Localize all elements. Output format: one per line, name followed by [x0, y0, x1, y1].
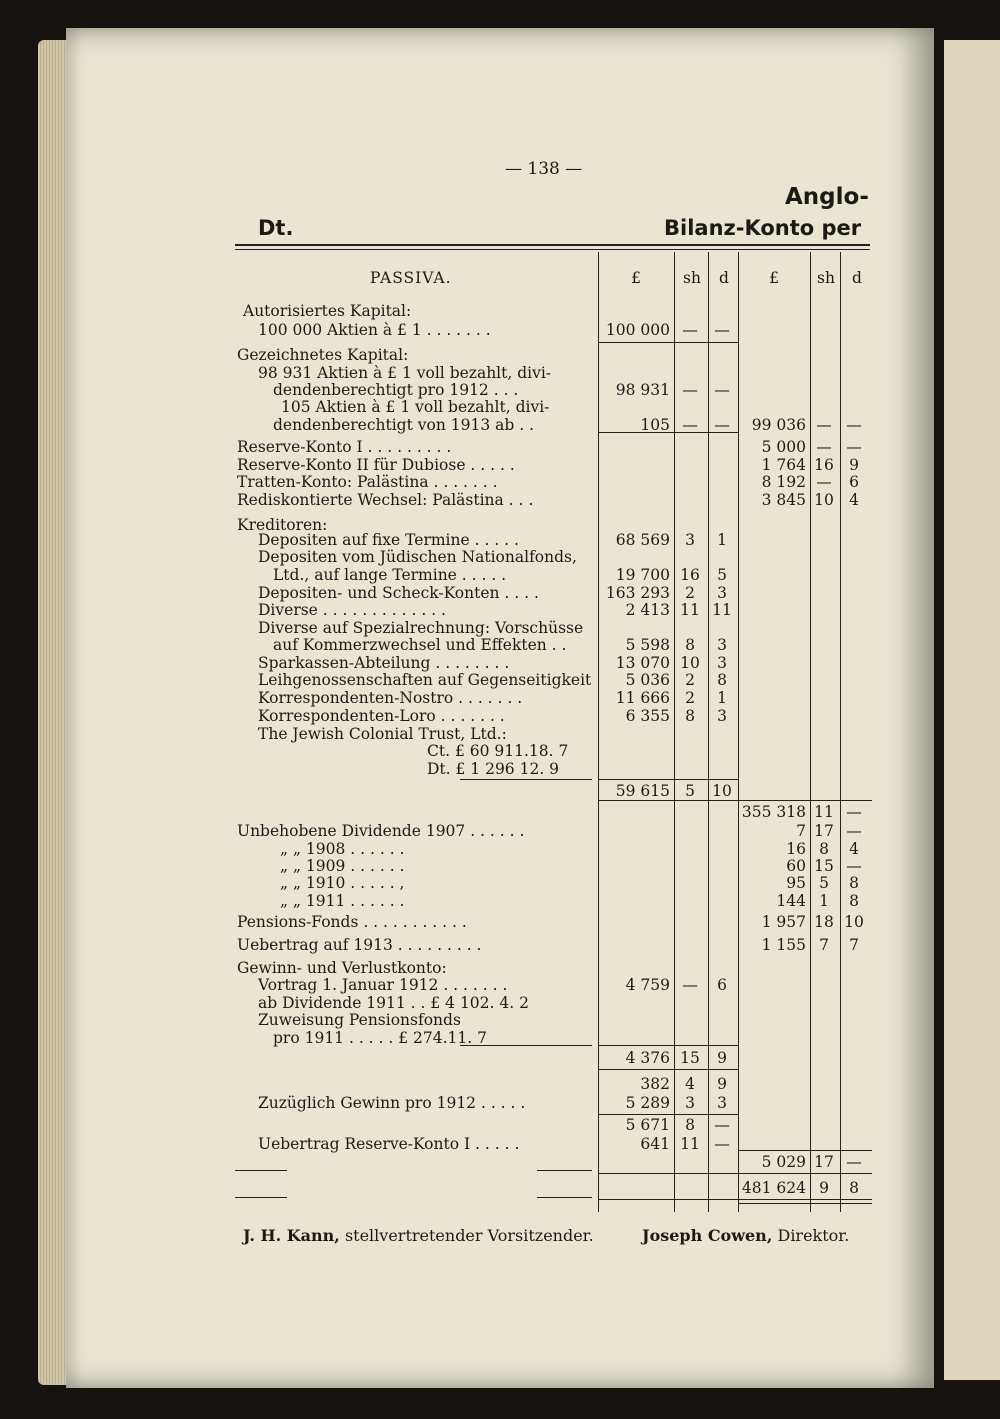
amount-inner: 163 293: [605, 584, 670, 602]
amount-outer: 9: [819, 1179, 829, 1197]
row-label: dendenberechtigt von 1913 ab . .: [273, 416, 535, 434]
amount-inner: 10: [680, 654, 700, 672]
signature-right-role: Direktor.: [777, 1226, 850, 1245]
signature-right: [642, 1226, 849, 1245]
col-pound-a: £: [631, 269, 641, 287]
row-label: Korrespondenten-Loro . . . . . . .: [258, 707, 505, 725]
row-label: pro 1911 . . . . . £ 274.11. 7: [273, 1029, 487, 1047]
amount-outer: 16: [786, 840, 806, 858]
amount-inner: 19 700: [615, 566, 670, 584]
amount-outer: 7: [849, 936, 859, 954]
amount-outer: 17: [814, 822, 834, 840]
row-label: Uebertrag auf 1913 . . . . . . . . .: [237, 936, 482, 954]
sum-rule: [598, 779, 738, 780]
amount-inner: 4: [685, 1075, 695, 1093]
row-label: 105 Aktien à £ 1 voll bezahlt, divi-: [281, 398, 550, 416]
amount-outer: 16: [814, 456, 834, 474]
row-label: Dt. £ 1 296 12. 9: [427, 760, 560, 778]
amount-outer: 8: [849, 892, 859, 910]
sum-rule: [598, 342, 738, 343]
amount-inner: 2: [685, 671, 695, 689]
row-label: Rediskontierte Wechsel: Palästina . . .: [237, 491, 534, 509]
amount-inner: 11: [680, 601, 700, 619]
amount-inner: 3: [717, 707, 727, 725]
amount-inner: 10: [712, 782, 732, 800]
amount-inner: 8: [685, 1116, 695, 1134]
amount-inner: 2: [685, 584, 695, 602]
row-label: Tratten-Konto: Palästina . . . . . . .: [237, 473, 498, 491]
col-sh-b: sh: [817, 269, 835, 287]
row-label: „ „ 1910 . . . . . ,: [280, 874, 405, 892]
signature-right-name: Joseph Cowen,: [642, 1226, 773, 1245]
amount-outer: 9: [849, 456, 859, 474]
amount-outer: 15: [814, 857, 834, 875]
amount-inner: —: [682, 416, 698, 434]
row-label: Kreditoren:: [237, 516, 328, 534]
sum-rule: [598, 1069, 738, 1070]
title-bilanz-konto: Bilanz-Konto per: [664, 216, 862, 240]
row-label: Reserve-Konto II für Dubiose . . . . .: [237, 456, 515, 474]
col-rule: [840, 252, 841, 1212]
amount-outer: 7: [796, 822, 806, 840]
row-label: Pensions-Fonds . . . . . . . . . . .: [237, 913, 467, 931]
col-rule: [810, 252, 811, 1212]
amount-inner: 100 000: [605, 321, 670, 339]
amount-outer: —: [816, 416, 832, 434]
amount-outer: 1: [819, 892, 829, 910]
amount-inner: 5 289: [625, 1094, 670, 1112]
amount-inner: 2 413: [625, 601, 670, 619]
blank-rule: [235, 1197, 287, 1198]
row-label: The Jewish Colonial Trust, Ltd.:: [258, 725, 507, 743]
amount-outer: 481 624: [741, 1179, 806, 1197]
sum-rule: [598, 1114, 738, 1115]
row-label: Korrespondenten-Nostro . . . . . . .: [258, 689, 523, 707]
amount-inner: 59 615: [615, 782, 670, 800]
amount-outer: 1 957: [761, 913, 806, 931]
blank-rule: [598, 1199, 738, 1200]
amount-outer: 6: [849, 473, 859, 491]
amount-inner: 1: [717, 689, 727, 707]
amount-outer: 10: [814, 491, 834, 509]
row-label: dendenberechtigt pro 1912 . . .: [273, 381, 519, 399]
sum-rule: [598, 1045, 738, 1046]
row-label: 98 931 Aktien à £ 1 voll bezahlt, divi-: [258, 364, 552, 382]
amount-inner: —: [714, 1116, 730, 1134]
title-dt: Dt.: [258, 216, 294, 240]
amount-outer: 144: [776, 892, 806, 910]
amount-inner: 382: [640, 1075, 670, 1093]
col-rule: [738, 252, 739, 1212]
blank-rule: [537, 1197, 592, 1198]
amount-outer: 11: [814, 803, 834, 821]
row-label: Diverse . . . . . . . . . . . . .: [258, 601, 446, 619]
sum-rule: [738, 1150, 872, 1151]
row-label: Zuzüglich Gewinn pro 1912 . . . . .: [258, 1094, 526, 1112]
blank-rule: [235, 1170, 287, 1171]
section-passiva: PASSIVA.: [370, 269, 452, 287]
amount-inner: —: [714, 321, 730, 339]
amount-inner: 8: [685, 707, 695, 725]
row-label: Ct. £ 60 911.18. 7: [427, 742, 569, 760]
amount-outer: 3 845: [761, 491, 806, 509]
row-label: Depositen vom Jüdischen Nationalfonds,: [258, 548, 577, 566]
amount-inner: —: [682, 321, 698, 339]
amount-outer: 8: [819, 840, 829, 858]
amount-inner: 5: [717, 566, 727, 584]
amount-outer: 4: [849, 491, 859, 509]
row-label: Sparkassen-Abteilung . . . . . . . .: [258, 654, 510, 672]
amount-inner: 8: [685, 636, 695, 654]
row-label: Reserve-Konto I . . . . . . . . .: [237, 438, 452, 456]
amount-outer: 5 029: [761, 1153, 806, 1171]
col-d-b: d: [852, 269, 862, 287]
amount-outer: 8: [849, 1179, 859, 1197]
row-label: Uebertrag Reserve-Konto I . . . . .: [258, 1135, 520, 1153]
amount-outer: 5: [819, 874, 829, 892]
amount-inner: 11: [712, 601, 732, 619]
amount-outer: —: [846, 1153, 862, 1171]
amount-outer: 8: [849, 874, 859, 892]
row-label: Vortrag 1. Januar 1912 . . . . . . .: [258, 976, 508, 994]
amount-inner: 4 759: [625, 976, 670, 994]
amount-inner: 8: [717, 671, 727, 689]
sum-rule: [460, 779, 592, 780]
sum-rule: [460, 1045, 592, 1046]
amount-outer: 17: [814, 1153, 834, 1171]
amount-inner: 5 671: [625, 1116, 670, 1134]
header-rule-2: [235, 249, 870, 250]
amount-inner: 11: [680, 1135, 700, 1153]
row-label: Autorisiertes Kapital:: [243, 302, 412, 320]
amount-inner: 5 598: [625, 636, 670, 654]
sum-rule: [598, 432, 738, 433]
row-label: Zuweisung Pensionsfonds: [258, 1011, 461, 1029]
amount-outer: 18: [814, 913, 834, 931]
amount-inner: —: [682, 976, 698, 994]
amount-inner: 5: [685, 782, 695, 800]
amount-inner: 68 569: [615, 531, 670, 549]
row-label: auf Kommerzwechsel und Effekten . .: [273, 636, 567, 654]
blank-rule: [598, 1173, 738, 1174]
signature-left-role: stellvertretender Vorsitzender.: [344, 1226, 594, 1245]
title-anglo: Anglo-: [785, 184, 869, 210]
amount-outer: —: [846, 438, 862, 456]
amount-inner: 16: [680, 566, 700, 584]
row-label: Unbehobene Dividende 1907 . . . . . .: [237, 822, 525, 840]
amount-outer: 10: [844, 913, 864, 931]
sum-rule: [738, 800, 872, 801]
amount-inner: —: [714, 416, 730, 434]
amount-outer: —: [846, 822, 862, 840]
amount-inner: 9: [717, 1049, 727, 1067]
amount-inner: 6 355: [625, 707, 670, 725]
amount-inner: 15: [680, 1049, 700, 1067]
col-pound-b: £: [769, 269, 779, 287]
signature-left-name: J. H. Kann,: [243, 1226, 340, 1245]
amount-inner: 9: [717, 1075, 727, 1093]
amount-inner: 641: [640, 1135, 670, 1153]
amount-outer: 7: [819, 936, 829, 954]
amount-inner: 5 036: [625, 671, 670, 689]
blank-rule: [537, 1170, 592, 1171]
amount-inner: 3: [717, 1094, 727, 1112]
amount-inner: 11 666: [615, 689, 670, 707]
amount-outer: 99 036: [751, 416, 806, 434]
row-label: Diverse auf Spezialrechnung: Vorschüsse: [258, 619, 584, 637]
page-number: — 138 —: [505, 159, 583, 179]
amount-outer: —: [816, 473, 832, 491]
amount-outer: 95: [786, 874, 806, 892]
row-label: Leihgenossenschaften auf Gegenseitigkeit: [258, 671, 592, 689]
amount-inner: 105: [640, 416, 670, 434]
amount-outer: 5 000: [761, 438, 806, 456]
amount-outer: 1 764: [761, 456, 806, 474]
total-rule: [738, 1199, 872, 1200]
row-label: Gezeichnetes Kapital:: [237, 346, 409, 364]
amount-inner: —: [682, 381, 698, 399]
row-label: „ „ 1911 . . . . . .: [280, 892, 405, 910]
amount-outer: 1 155: [761, 936, 806, 954]
col-d-a: d: [719, 269, 729, 287]
row-label: „ „ 1909 . . . . . .: [280, 857, 405, 875]
amount-inner: —: [714, 381, 730, 399]
row-label: Depositen- und Scheck-Konten . . . .: [258, 584, 539, 602]
amount-inner: 3: [717, 636, 727, 654]
col-sh-a: sh: [683, 269, 701, 287]
amount-inner: 4 376: [625, 1049, 670, 1067]
row-label: „ „ 1908 . . . . . .: [280, 840, 405, 858]
amount-outer: 8 192: [761, 473, 806, 491]
amount-outer: —: [846, 416, 862, 434]
amount-inner: 13 070: [615, 654, 670, 672]
header-rule-1: [235, 244, 870, 246]
amount-inner: 3: [717, 584, 727, 602]
amount-inner: 6: [717, 976, 727, 994]
amount-inner: 3: [717, 654, 727, 672]
row-label: 100 000 Aktien à £ 1 . . . . . . .: [258, 321, 491, 339]
amount-outer: —: [846, 803, 862, 821]
amount-outer: 4: [849, 840, 859, 858]
amount-outer: 60: [786, 857, 806, 875]
amount-outer: 355 318: [741, 803, 806, 821]
total-rule: [738, 1203, 872, 1204]
row-label: Gewinn- und Verlustkonto:: [237, 959, 447, 977]
amount-inner: 2: [685, 689, 695, 707]
row-label: Depositen auf fixe Termine . . . . .: [258, 531, 519, 549]
amount-inner: 3: [685, 1094, 695, 1112]
amount-inner: 3: [685, 531, 695, 549]
amount-outer: —: [846, 857, 862, 875]
row-label: ab Dividende 1911 . . £ 4 102. 4. 2: [258, 994, 529, 1012]
amount-inner: —: [714, 1135, 730, 1153]
amount-inner: 1: [717, 531, 727, 549]
amount-inner: 98 931: [615, 381, 670, 399]
sum-rule: [598, 800, 738, 801]
row-label: Ltd., auf lange Termine . . . . .: [273, 566, 507, 584]
signature-left: [243, 1226, 594, 1245]
amount-outer: —: [816, 438, 832, 456]
sum-rule: [738, 1173, 872, 1174]
